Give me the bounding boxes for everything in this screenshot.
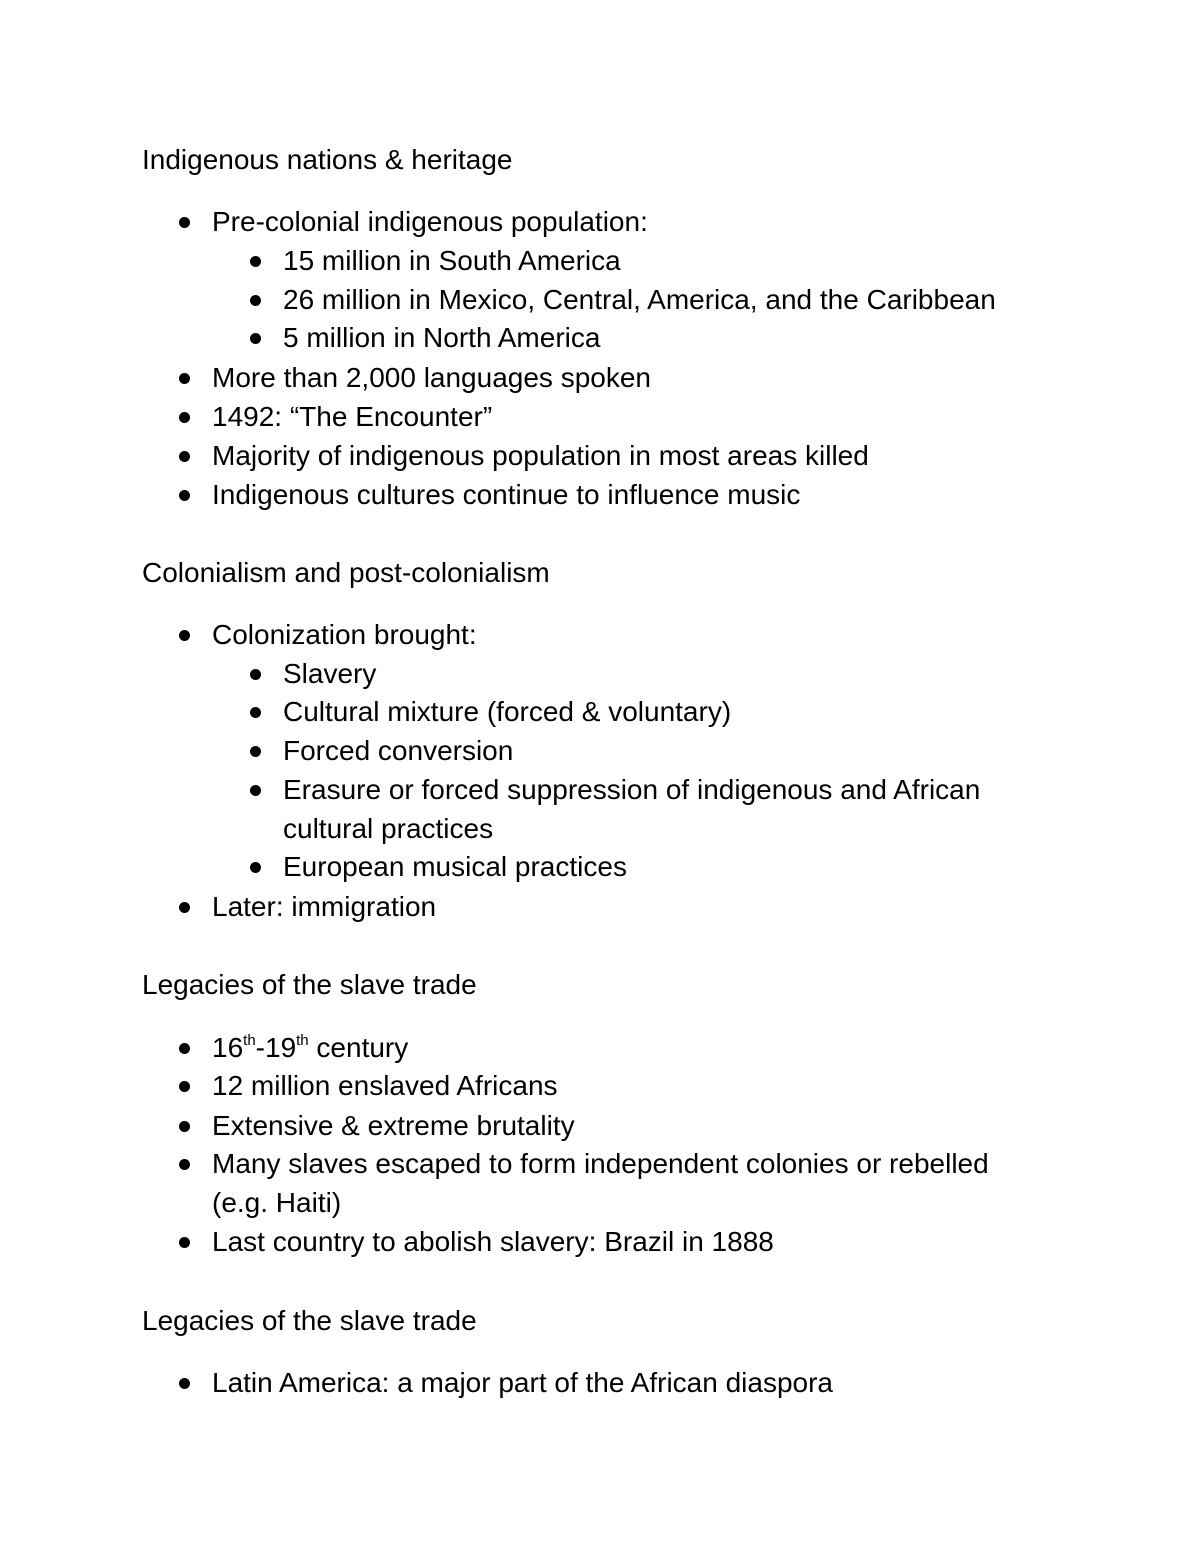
bullet-icon xyxy=(250,862,261,873)
list-item-text: 26 million in Mexico, Central, America, and the Caribbean xyxy=(283,284,996,315)
list-item-text: Indigenous cultures continue to influence music xyxy=(212,479,801,510)
bullet-icon xyxy=(179,630,190,641)
section-heading-colonialism: Colonialism and post-colonialism xyxy=(142,557,550,588)
bullet-icon xyxy=(250,295,261,306)
list-item-text: 16th-19th century xyxy=(212,1032,409,1063)
bullet-icon xyxy=(179,217,190,228)
superscript: th xyxy=(296,1032,309,1049)
bullet-icon xyxy=(179,451,190,462)
bullet-icon xyxy=(250,333,261,344)
list-item-text-continuation: (e.g. Haiti) xyxy=(212,1187,342,1218)
list-item-text: Erasure or forced suppression of indigenous and African xyxy=(283,774,981,805)
list-item-text-continuation: cultural practices xyxy=(283,813,494,844)
bullet-icon xyxy=(179,1237,190,1248)
list-item-text: 15 million in South America xyxy=(283,245,621,276)
bullet-icon xyxy=(250,785,261,796)
list-item-text: Majority of indigenous population in most areas killed xyxy=(212,440,869,471)
bullet-icon xyxy=(179,373,190,384)
list-item-text: Cultural mixture (forced & voluntary) xyxy=(283,696,732,727)
superscript: th xyxy=(243,1032,256,1049)
bullet-icon xyxy=(179,412,190,423)
bullet-icon xyxy=(179,1159,190,1170)
section-heading-slave-trade: Legacies of the slave trade xyxy=(142,969,477,1000)
list-item-text: European musical practices xyxy=(283,851,627,882)
list-item-text: 5 million in North America xyxy=(283,322,601,353)
list-item-text: Pre-colonial indigenous population: xyxy=(212,206,648,237)
bullet-icon xyxy=(179,1081,190,1092)
section-heading-indigenous: Indigenous nations & heritage xyxy=(142,144,513,175)
bullet-icon xyxy=(250,746,261,757)
bullet-icon xyxy=(250,707,261,718)
list-item-text: Latin America: a major part of the African diaspora xyxy=(212,1367,833,1398)
list-item-text: 12 million enslaved Africans xyxy=(212,1070,558,1101)
list-item-text: Extensive & extreme brutality xyxy=(212,1110,575,1141)
list-item-text: Colonization brought: xyxy=(212,619,477,650)
list-item-text: Forced conversion xyxy=(283,735,514,766)
list-item-text: Later: immigration xyxy=(212,891,437,922)
bullet-icon xyxy=(179,490,190,501)
bullet-icon xyxy=(250,256,261,267)
bullet-icon xyxy=(179,1043,190,1054)
list-item-text: More than 2,000 languages spoken xyxy=(212,362,651,393)
bullet-icon xyxy=(179,1378,190,1389)
bullet-icon xyxy=(179,902,190,913)
list-item-text: Many slaves escaped to form independent colonies or rebelled xyxy=(212,1148,989,1179)
section-heading-slave-trade-2: Legacies of the slave trade xyxy=(142,1305,477,1336)
bullet-icon xyxy=(179,1121,190,1132)
list-item-text: 1492: “The Encounter” xyxy=(212,401,493,432)
list-item-text: Last country to abolish slavery: Brazil in 1888 xyxy=(212,1226,774,1257)
bullet-icon xyxy=(250,669,261,680)
list-item-text: Slavery xyxy=(283,658,377,689)
